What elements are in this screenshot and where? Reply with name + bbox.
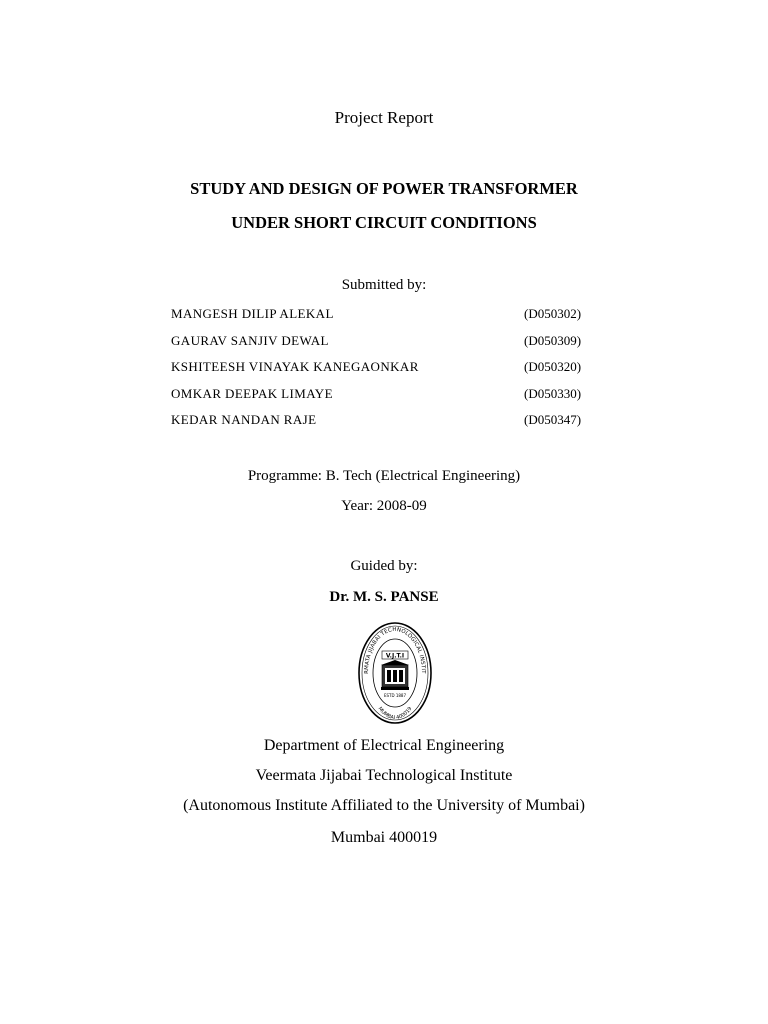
student-id: (D050320) — [524, 359, 582, 374]
seal-ring-text-top: RMATA JIJABAI TECHNOLOGICAL INSTIT — [363, 626, 427, 674]
institute-name: Veermata Jijabai Technological Institute — [255, 767, 513, 784]
seal-established-text: ESTD 1887 — [383, 693, 407, 698]
year-line: Year: 2008-09 — [341, 498, 427, 514]
guided-by-label: Guided by: — [350, 558, 418, 574]
programme-line: Programme: B. Tech (Electrical Engineering) — [247, 468, 521, 484]
report-title-line-2: UNDER SHORT CIRCUIT CONDITIONS — [231, 213, 537, 232]
student-name: GAURAV SANJIV DEWAL — [171, 332, 329, 348]
seal-ring-text-bottom: MUMBAI 400019 — [376, 705, 414, 722]
student-id: (D050330) — [524, 385, 582, 401]
guide-name: Dr. M. S. PANSE — [329, 589, 439, 605]
student-row — [171, 359, 601, 386]
student-name: MANGESH DILIP ALEKAL — [171, 306, 334, 321]
city-line: Mumbai 400019 — [330, 829, 438, 846]
student-row — [171, 386, 601, 413]
affiliation-line: (Autonomous Institute Affiliated to the University of Mumbai) — [183, 797, 585, 814]
student-id: (D050309) — [524, 332, 582, 348]
submitted-by-label: Submitted by: — [341, 277, 427, 293]
student-name: KSHITEESH VINAYAK KANEGAONKAR — [171, 359, 419, 374]
student-list — [171, 306, 601, 439]
student-name: OMKAR DEEPAK LIMAYE — [171, 385, 333, 401]
student-row — [171, 333, 601, 360]
student-id: (D050302) — [524, 306, 582, 321]
student-name: KEDAR NANDAN RAJE — [171, 412, 317, 427]
student-id: (D050347) — [524, 412, 582, 427]
institute-seal-logo — [357, 621, 433, 725]
seal-banner-text: V.J.T.I — [385, 652, 405, 660]
student-row — [171, 306, 601, 333]
student-row — [171, 412, 601, 439]
report-title-line-1: STUDY AND DESIGN OF POWER TRANSFORMER — [190, 179, 578, 198]
department-name: Department of Electrical Engineering — [263, 737, 505, 754]
report-type: Project Report — [334, 108, 434, 127]
